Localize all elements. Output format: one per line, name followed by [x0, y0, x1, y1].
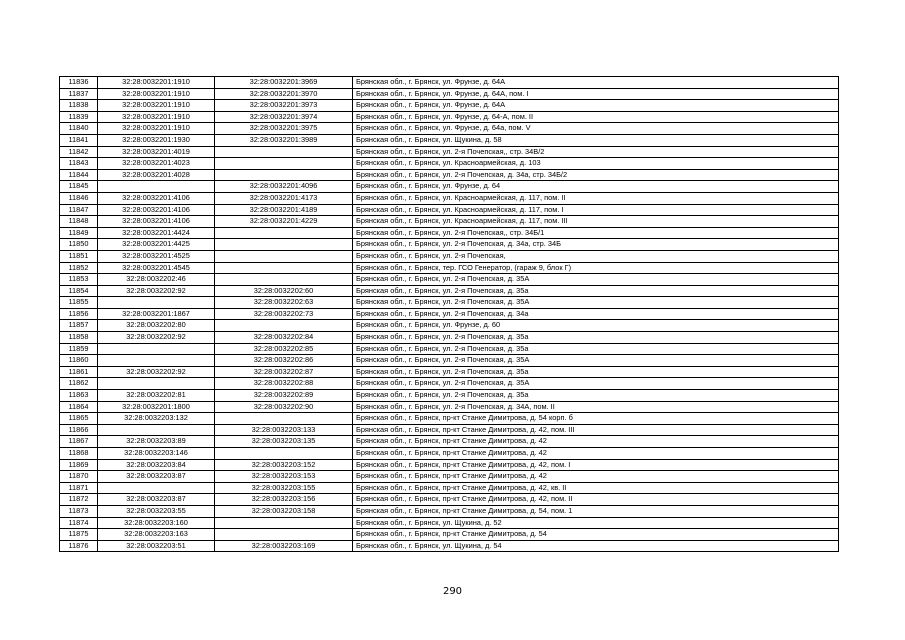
- table-row: [60, 88, 839, 100]
- row-number-cell: 11861: [60, 366, 98, 378]
- object-number-cell: [215, 250, 353, 262]
- address-cell: Брянская обл., г. Брянск, ул. Фрунзе, д. 64А: [353, 77, 839, 89]
- table-row: [60, 436, 839, 448]
- table-row: [60, 540, 839, 552]
- row-number-cell: 11852: [60, 262, 98, 274]
- address-cell: Брянская обл., г. Брянск, пр-кт Станке Димитрова, д. 42: [353, 436, 839, 448]
- parcel-number-cell: 32:28:0032201:4023: [98, 158, 215, 170]
- object-number-cell: 32:28:0032202:63: [215, 297, 353, 309]
- object-number-cell: 32:28:0032203:153: [215, 471, 353, 483]
- address-cell: Брянская обл., г. Брянск, ул. 2-я Почепская, д. 35А: [353, 297, 839, 309]
- parcel-number-cell: 32:28:0032203:87: [98, 471, 215, 483]
- table-row: [60, 100, 839, 112]
- table-row: [60, 517, 839, 529]
- parcel-number-cell: 32:28:0032203:84: [98, 459, 215, 471]
- row-number-cell: 11856: [60, 308, 98, 320]
- row-number-cell: 11858: [60, 332, 98, 344]
- row-number-cell: 11849: [60, 227, 98, 239]
- table-row: [60, 111, 839, 123]
- table-row: [60, 158, 839, 170]
- table-row: [60, 482, 839, 494]
- object-number-cell: 32:28:0032203:156: [215, 494, 353, 506]
- address-cell: Брянская обл., г. Брянск, ул. 2-я Почепская, д. 35а: [353, 366, 839, 378]
- row-number-cell: 11873: [60, 505, 98, 517]
- address-cell: Брянская обл., г. Брянск, пр-кт Станке Димитрова, д. 54 корп. б: [353, 413, 839, 425]
- address-cell: Брянская обл., г. Брянск, пр-кт Станке Димитрова, д. 42: [353, 448, 839, 460]
- row-number-cell: 11850: [60, 239, 98, 251]
- object-number-cell: 32:28:0032201:3970: [215, 88, 353, 100]
- address-cell: Брянская обл., г. Брянск, пр-кт Станке Димитрова, д. 42: [353, 471, 839, 483]
- row-number-cell: 11839: [60, 111, 98, 123]
- object-number-cell: 32:28:0032201:3973: [215, 100, 353, 112]
- address-cell: Брянская обл., г. Брянск, ул. Красноармейская, д. 117, пом. I: [353, 204, 839, 216]
- address-cell: Брянская обл., г. Брянск, ул. 2-я Почепская,: [353, 250, 839, 262]
- row-number-cell: 11864: [60, 401, 98, 413]
- object-number-cell: [215, 413, 353, 425]
- address-cell: Брянская обл., г. Брянск, тер. ГСО Генератор, (гараж 9, блок Г): [353, 262, 839, 274]
- object-number-cell: 32:28:0032203:155: [215, 482, 353, 494]
- address-cell: Брянская обл., г. Брянск, ул. 2-я Почепская, д. 34а, стр. 34Б/2: [353, 169, 839, 181]
- table-row: [60, 424, 839, 436]
- table-row: [60, 134, 839, 146]
- table-row: [60, 250, 839, 262]
- table-row: [60, 262, 839, 274]
- row-number-cell: 11842: [60, 146, 98, 158]
- table-row: [60, 529, 839, 541]
- row-number-cell: 11866: [60, 424, 98, 436]
- parcel-number-cell: 32:28:0032203:132: [98, 413, 215, 425]
- parcel-number-cell: [98, 181, 215, 193]
- parcel-number-cell: 32:28:0032202:80: [98, 320, 215, 332]
- table-row: [60, 494, 839, 506]
- parcel-number-cell: 32:28:0032202:92: [98, 332, 215, 344]
- row-number-cell: 11853: [60, 274, 98, 286]
- object-number-cell: [215, 529, 353, 541]
- row-number-cell: 11857: [60, 320, 98, 332]
- table-row: [60, 355, 839, 367]
- parcel-number-cell: 32:28:0032202:92: [98, 366, 215, 378]
- table-row: [60, 308, 839, 320]
- address-cell: Брянская обл., г. Брянск, ул. 2-я Почепская, д. 35а: [353, 343, 839, 355]
- parcel-number-cell: 32:28:0032202:92: [98, 285, 215, 297]
- object-number-cell: 32:28:0032203:152: [215, 459, 353, 471]
- row-number-cell: 11865: [60, 413, 98, 425]
- address-cell: Брянская обл., г. Брянск, ул. 2-я Почепская,, стр. 34Б/1: [353, 227, 839, 239]
- parcel-number-cell: 32:28:0032203:51: [98, 540, 215, 552]
- object-number-cell: [215, 227, 353, 239]
- row-number-cell: 11860: [60, 355, 98, 367]
- parcel-number-cell: 32:28:0032203:55: [98, 505, 215, 517]
- object-number-cell: [215, 274, 353, 286]
- table-row: [60, 332, 839, 344]
- parcel-number-cell: 32:28:0032201:4106: [98, 216, 215, 228]
- parcel-number-cell: 32:28:0032203:89: [98, 436, 215, 448]
- address-cell: Брянская обл., г. Брянск, ул. Фрунзе, д. 64А: [353, 100, 839, 112]
- table-row: [60, 274, 839, 286]
- table-row: [60, 181, 839, 193]
- table-row: [60, 413, 839, 425]
- parcel-number-cell: [98, 343, 215, 355]
- parcel-number-cell: 32:28:0032201:1800: [98, 401, 215, 413]
- table-row: [60, 285, 839, 297]
- address-cell: Брянская обл., г. Брянск, ул. 2-я Почепская, д. 34а: [353, 308, 839, 320]
- object-number-cell: 32:28:0032203:169: [215, 540, 353, 552]
- address-cell: Брянская обл., г. Брянск, ул. 2-я Почепская, д. 35А: [353, 355, 839, 367]
- parcel-number-cell: 32:28:0032201:1910: [98, 88, 215, 100]
- object-number-cell: 32:28:0032202:73: [215, 308, 353, 320]
- object-number-cell: 32:28:0032202:86: [215, 355, 353, 367]
- parcel-number-cell: 32:28:0032203:163: [98, 529, 215, 541]
- row-number-cell: 11870: [60, 471, 98, 483]
- parcel-number-cell: 32:28:0032203:87: [98, 494, 215, 506]
- object-number-cell: 32:28:0032201:4173: [215, 192, 353, 204]
- object-number-cell: [215, 517, 353, 529]
- object-number-cell: 32:28:0032203:135: [215, 436, 353, 448]
- table-row: [60, 401, 839, 413]
- address-cell: Брянская обл., г. Брянск, ул. Фрунзе, д. 64а, пом. V: [353, 123, 839, 135]
- address-cell: Брянская обл., г. Брянск, ул. 2-я Почепская,, стр. 34В/2: [353, 146, 839, 158]
- parcel-number-cell: [98, 378, 215, 390]
- address-cell: Брянская обл., г. Брянск, ул. Красноармейская, д. 117, пом. II: [353, 192, 839, 204]
- table-body: [60, 77, 839, 552]
- address-cell: Брянская обл., г. Брянск, ул. 2-я Почепская, д. 35А: [353, 378, 839, 390]
- row-number-cell: 11836: [60, 77, 98, 89]
- table-row: [60, 146, 839, 158]
- parcel-number-cell: [98, 355, 215, 367]
- address-cell: Брянская обл., г. Брянск, ул. Щукина, д. 52: [353, 517, 839, 529]
- row-number-cell: 11845: [60, 181, 98, 193]
- address-cell: Брянская обл., г. Брянск, ул. 2-я Почепская, д. 34а, стр. 34Б: [353, 239, 839, 251]
- table-row: [60, 123, 839, 135]
- parcel-number-cell: 32:28:0032201:4106: [98, 204, 215, 216]
- parcel-number-cell: 32:28:0032201:4106: [98, 192, 215, 204]
- object-number-cell: 32:28:0032201:3974: [215, 111, 353, 123]
- object-number-cell: 32:28:0032202:85: [215, 343, 353, 355]
- object-number-cell: 32:28:0032202:87: [215, 366, 353, 378]
- row-number-cell: 11846: [60, 192, 98, 204]
- row-number-cell: 11848: [60, 216, 98, 228]
- row-number-cell: 11841: [60, 134, 98, 146]
- parcel-number-cell: 32:28:0032201:1867: [98, 308, 215, 320]
- parcel-number-cell: 32:28:0032202:81: [98, 390, 215, 402]
- row-number-cell: 11859: [60, 343, 98, 355]
- row-number-cell: 11844: [60, 169, 98, 181]
- address-cell: Брянская обл., г. Брянск, ул. Фрунзе, д. 64: [353, 181, 839, 193]
- table-row: [60, 297, 839, 309]
- object-number-cell: [215, 158, 353, 170]
- object-number-cell: 32:28:0032202:90: [215, 401, 353, 413]
- object-number-cell: [215, 320, 353, 332]
- row-number-cell: 11868: [60, 448, 98, 460]
- object-number-cell: [215, 262, 353, 274]
- parcel-number-cell: 32:28:0032201:4019: [98, 146, 215, 158]
- parcel-number-cell: 32:28:0032201:1910: [98, 123, 215, 135]
- row-number-cell: 11872: [60, 494, 98, 506]
- address-cell: Брянская обл., г. Брянск, пр-кт Станке Димитрова, д. 42, пом. I: [353, 459, 839, 471]
- object-number-cell: [215, 146, 353, 158]
- parcel-number-cell: 32:28:0032201:1910: [98, 100, 215, 112]
- address-cell: Брянская обл., г. Брянск, ул. 2-я Почепская, д. 35а: [353, 285, 839, 297]
- table-row: [60, 169, 839, 181]
- address-cell: Брянская обл., г. Брянск, ул. Фрунзе, д. 60: [353, 320, 839, 332]
- parcel-number-cell: [98, 297, 215, 309]
- row-number-cell: 11869: [60, 459, 98, 471]
- parcel-number-cell: [98, 482, 215, 494]
- object-number-cell: 32:28:0032201:3975: [215, 123, 353, 135]
- table-row: [60, 505, 839, 517]
- address-cell: Брянская обл., г. Брянск, пр-кт Станке Димитрова, д. 42, кв. II: [353, 482, 839, 494]
- address-cell: Брянская обл., г. Брянск, ул. Щукина, д. 58: [353, 134, 839, 146]
- parcel-number-cell: 32:28:0032202:46: [98, 274, 215, 286]
- object-number-cell: [215, 169, 353, 181]
- row-number-cell: 11851: [60, 250, 98, 262]
- address-cell: Брянская обл., г. Брянск, пр-кт Станке Димитрова, д. 54: [353, 529, 839, 541]
- row-number-cell: 11837: [60, 88, 98, 100]
- row-number-cell: 11862: [60, 378, 98, 390]
- address-cell: Брянская обл., г. Брянск, пр-кт Станке Димитрова, д. 42, пом. II: [353, 494, 839, 506]
- table-row: [60, 227, 839, 239]
- row-number-cell: 11876: [60, 540, 98, 552]
- object-number-cell: 32:28:0032202:89: [215, 390, 353, 402]
- row-number-cell: 11855: [60, 297, 98, 309]
- parcel-number-cell: 32:28:0032203:146: [98, 448, 215, 460]
- object-number-cell: 32:28:0032201:3969: [215, 77, 353, 89]
- address-cell: Брянская обл., г. Брянск, ул. Красноармейская, д. 103: [353, 158, 839, 170]
- row-number-cell: 11871: [60, 482, 98, 494]
- table-row: [60, 378, 839, 390]
- parcel-number-cell: 32:28:0032201:1930: [98, 134, 215, 146]
- table-row: [60, 192, 839, 204]
- table-row: [60, 343, 839, 355]
- table-row: [60, 216, 839, 228]
- row-number-cell: 11875: [60, 529, 98, 541]
- object-number-cell: 32:28:0032202:60: [215, 285, 353, 297]
- table-row: [60, 77, 839, 89]
- address-cell: Брянская обл., г. Брянск, ул. 2-я Почепская, д. 35а: [353, 390, 839, 402]
- parcel-number-cell: 32:28:0032201:4545: [98, 262, 215, 274]
- row-number-cell: 11863: [60, 390, 98, 402]
- page-number: 290: [442, 586, 463, 597]
- parcel-number-cell: [98, 424, 215, 436]
- object-number-cell: [215, 239, 353, 251]
- address-cell: Брянская обл., г. Брянск, ул. Щукина, д. 54: [353, 540, 839, 552]
- parcel-number-cell: 32:28:0032201:4424: [98, 227, 215, 239]
- address-cell: Брянская обл., г. Брянск, пр-кт Станке Димитрова, д. 42, пом. III: [353, 424, 839, 436]
- object-number-cell: 32:28:0032203:133: [215, 424, 353, 436]
- table-row: [60, 459, 839, 471]
- object-number-cell: 32:28:0032202:84: [215, 332, 353, 344]
- parcel-number-cell: 32:28:0032201:4425: [98, 239, 215, 251]
- object-number-cell: 32:28:0032202:88: [215, 378, 353, 390]
- object-number-cell: 32:28:0032201:4189: [215, 204, 353, 216]
- table-row: [60, 366, 839, 378]
- row-number-cell: 11838: [60, 100, 98, 112]
- parcel-number-cell: 32:28:0032201:4028: [98, 169, 215, 181]
- address-cell: Брянская обл., г. Брянск, пр-кт Станке Димитрова, д. 54, пом. 1: [353, 505, 839, 517]
- table-row: [60, 239, 839, 251]
- address-cell: Брянская обл., г. Брянск, ул. Красноармейская, д. 117, пом. III: [353, 216, 839, 228]
- table-row: [60, 448, 839, 460]
- address-cell: Брянская обл., г. Брянск, ул. 2-я Почепская, д. 35а: [353, 332, 839, 344]
- row-number-cell: 11874: [60, 517, 98, 529]
- parcel-number-cell: 32:28:0032201:4525: [98, 250, 215, 262]
- object-number-cell: 32:28:0032201:4096: [215, 181, 353, 193]
- object-number-cell: 32:28:0032201:3989: [215, 134, 353, 146]
- address-cell: Брянская обл., г. Брянск, ул. Фрунзе, д. 64А, пом. I: [353, 88, 839, 100]
- object-number-cell: 32:28:0032201:4229: [215, 216, 353, 228]
- object-number-cell: 32:28:0032203:158: [215, 505, 353, 517]
- parcel-number-cell: 32:28:0032201:1910: [98, 77, 215, 89]
- cadastral-register-table: [59, 76, 839, 552]
- address-cell: Брянская обл., г. Брянск, ул. 2-я Почепская, д. 34А, пом. II: [353, 401, 839, 413]
- parcel-number-cell: 32:28:0032201:1910: [98, 111, 215, 123]
- address-cell: Брянская обл., г. Брянск, ул. Фрунзе, д. 64-А, пом. II: [353, 111, 839, 123]
- row-number-cell: 11867: [60, 436, 98, 448]
- parcel-number-cell: 32:28:0032203:160: [98, 517, 215, 529]
- row-number-cell: 11840: [60, 123, 98, 135]
- table-row: [60, 204, 839, 216]
- row-number-cell: 11843: [60, 158, 98, 170]
- address-cell: Брянская обл., г. Брянск, ул. 2-я Почепская, д. 35А: [353, 274, 839, 286]
- table-row: [60, 390, 839, 402]
- row-number-cell: 11854: [60, 285, 98, 297]
- row-number-cell: 11847: [60, 204, 98, 216]
- table-row: [60, 320, 839, 332]
- object-number-cell: [215, 448, 353, 460]
- table-row: [60, 471, 839, 483]
